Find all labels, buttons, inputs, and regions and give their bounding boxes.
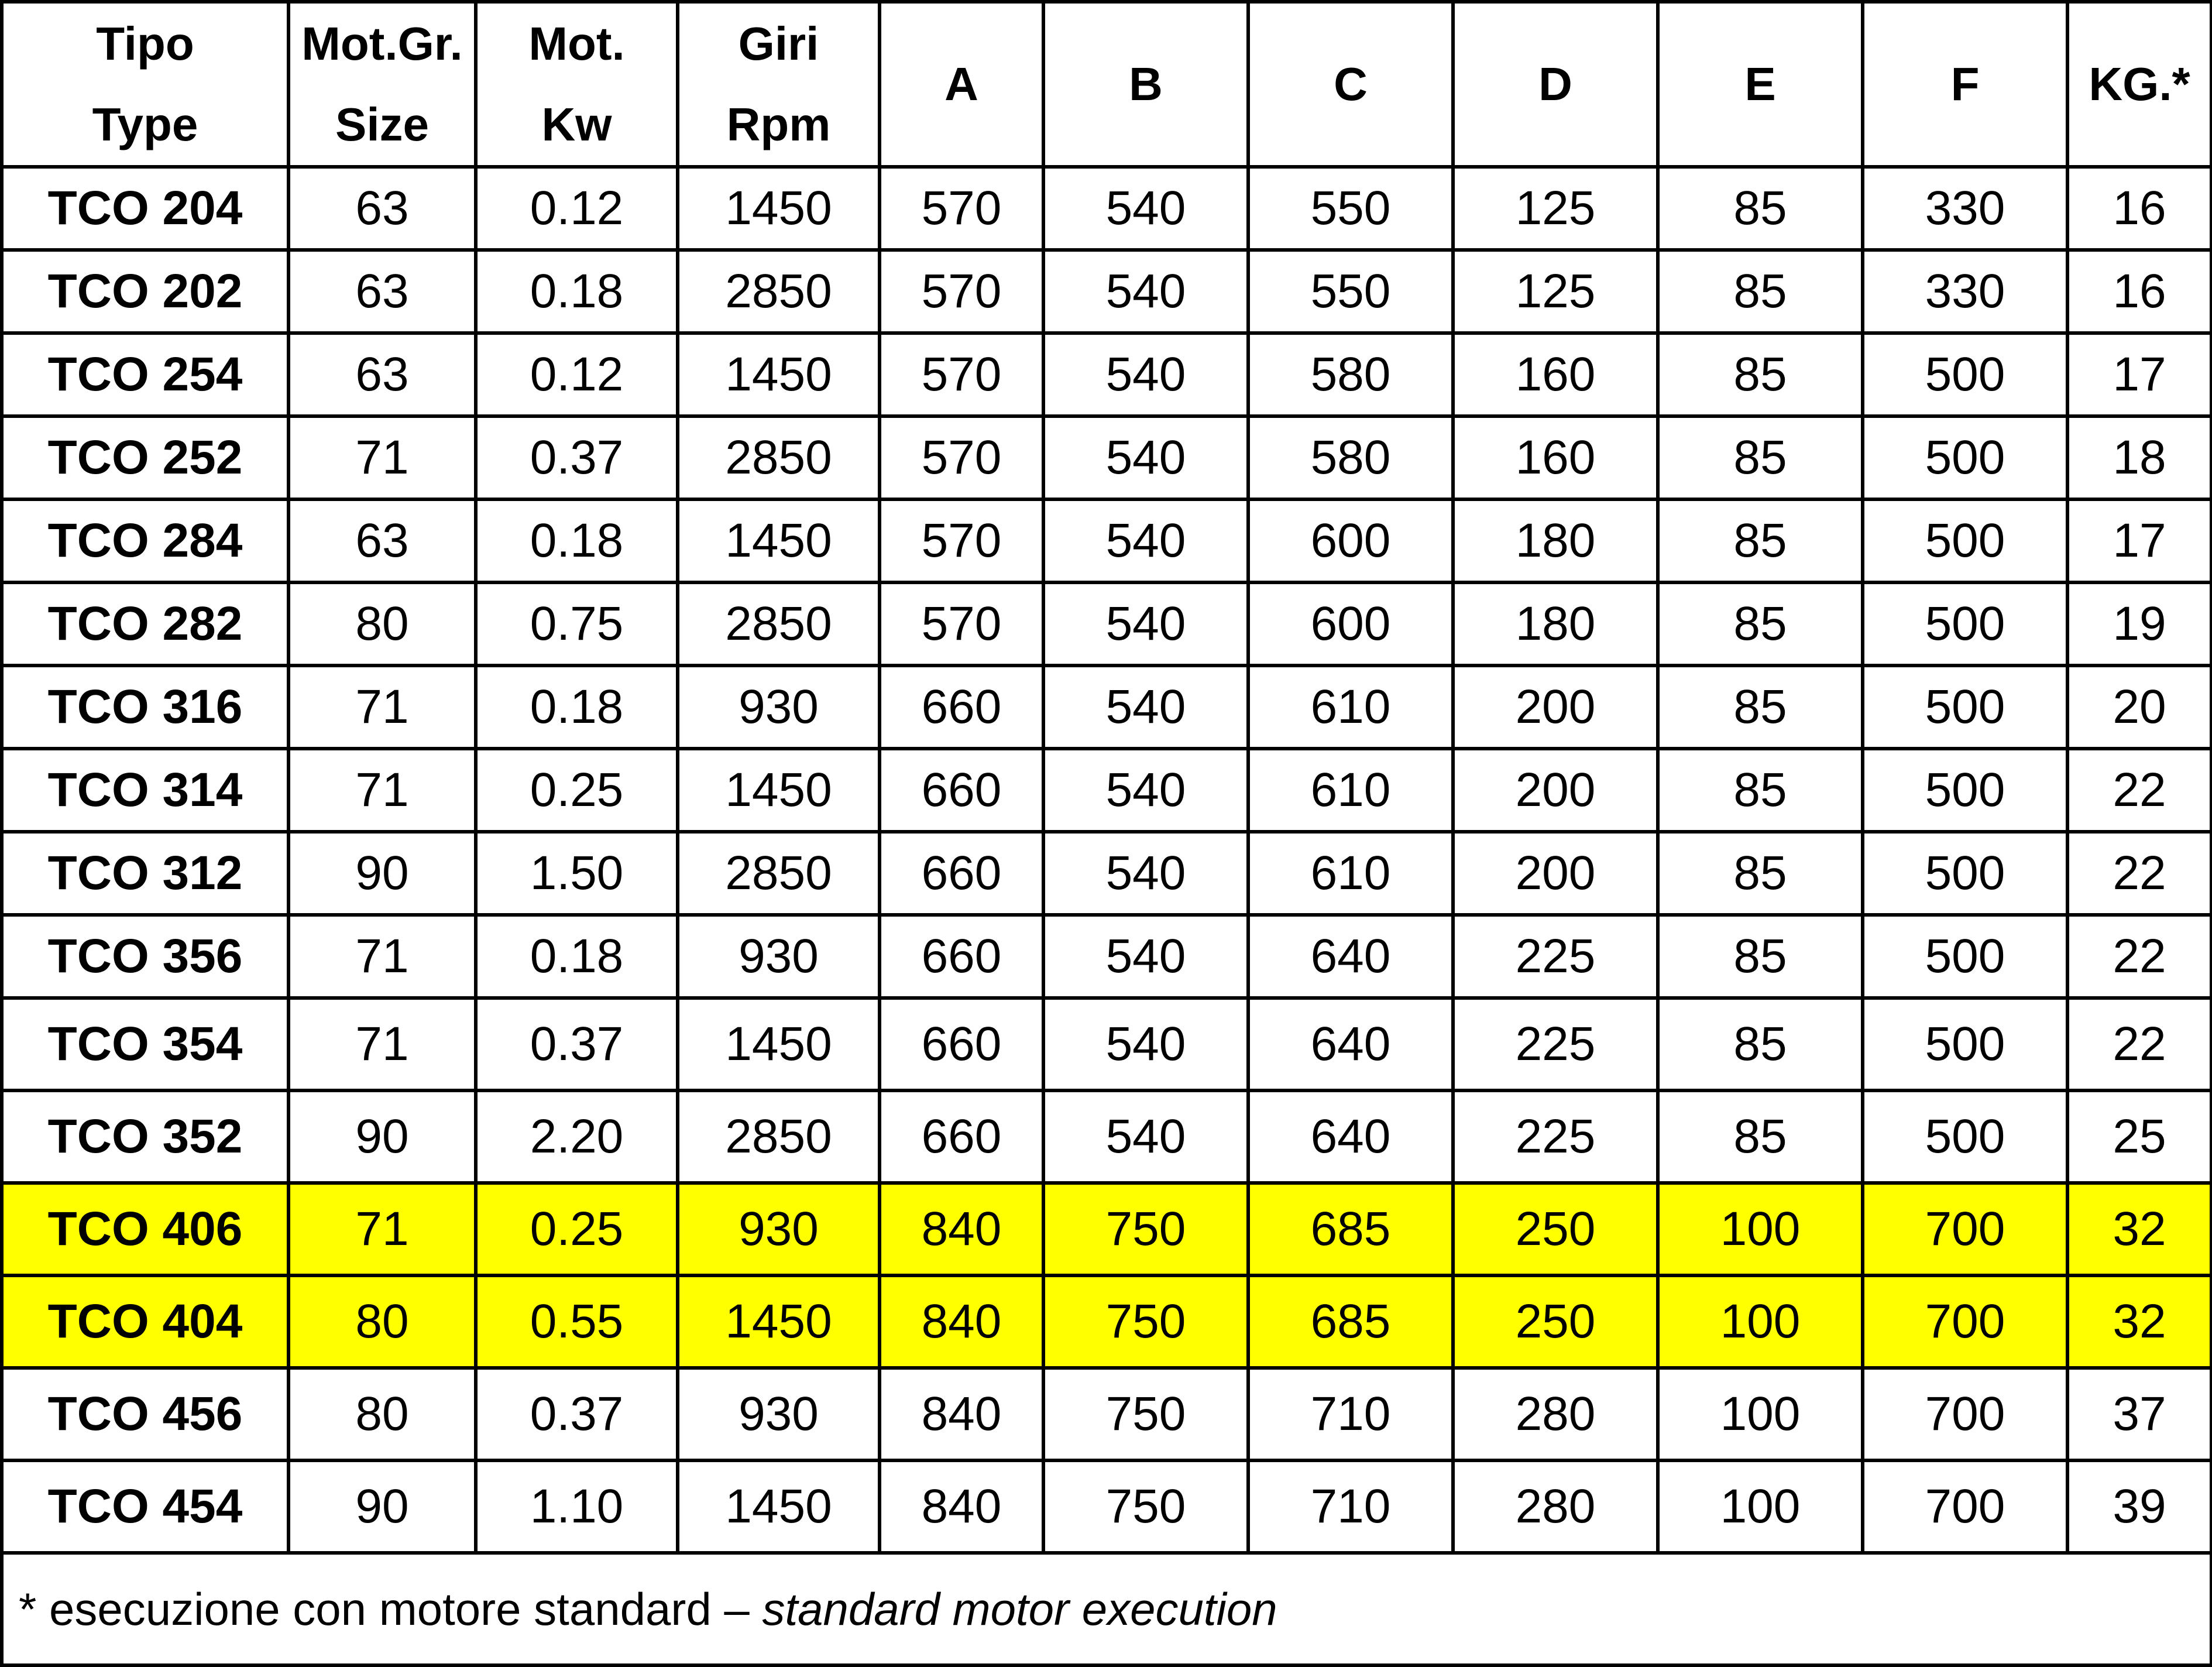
cell-b: 540: [1043, 749, 1248, 832]
table-row: [2, 915, 2211, 998]
cell-size: 80: [288, 582, 476, 666]
cell-d: 250: [1453, 1275, 1658, 1368]
cell-kw: 0.37: [476, 416, 678, 499]
cell-kg: 39: [2067, 1460, 2211, 1553]
cell-kg: 32: [2067, 1183, 2211, 1275]
cell-rpm: 2850: [678, 582, 880, 666]
footnote-row: [2, 1553, 2211, 1665]
cell-e: 85: [1658, 250, 1863, 333]
header-c: C: [1248, 2, 1453, 167]
cell-e: 85: [1658, 333, 1863, 416]
cell-kg: 22: [2067, 749, 2211, 832]
cell-a: 570: [880, 250, 1043, 333]
cell-e: 85: [1658, 1090, 1863, 1183]
footnote-italian: * esecuzione con motore standard –: [19, 1583, 762, 1635]
cell-b: 540: [1043, 915, 1248, 998]
cell-kw: 0.75: [476, 582, 678, 666]
cell-type: TCO 202: [2, 250, 288, 333]
cell-c: 610: [1248, 749, 1453, 832]
cell-size: 71: [288, 416, 476, 499]
cell-kw: 0.25: [476, 749, 678, 832]
cell-type: TCO 456: [2, 1368, 288, 1460]
cell-kg: 25: [2067, 1090, 2211, 1183]
cell-e: 85: [1658, 167, 1863, 250]
cell-b: 540: [1043, 499, 1248, 582]
table-row: [2, 582, 2211, 666]
table-row: [2, 832, 2211, 915]
cell-size: 63: [288, 250, 476, 333]
header-giri-en: Rpm: [726, 98, 831, 150]
cell-kg: 17: [2067, 499, 2211, 582]
cell-f: 500: [1863, 333, 2067, 416]
table-row: [2, 250, 2211, 333]
header-motgr: [288, 2, 476, 167]
cell-e: 85: [1658, 666, 1863, 749]
cell-a: 840: [880, 1460, 1043, 1553]
cell-kg: 16: [2067, 167, 2211, 250]
cell-kg: 17: [2067, 333, 2211, 416]
table-row: [2, 416, 2211, 499]
cell-type: TCO 254: [2, 333, 288, 416]
cell-rpm: 1450: [678, 167, 880, 250]
cell-size: 90: [288, 832, 476, 915]
cell-e: 85: [1658, 499, 1863, 582]
cell-size: 71: [288, 1183, 476, 1275]
cell-c: 640: [1248, 998, 1453, 1090]
cell-e: 85: [1658, 582, 1863, 666]
cell-type: TCO 356: [2, 915, 288, 998]
cell-kw: 0.12: [476, 333, 678, 416]
cell-c: 600: [1248, 582, 1453, 666]
cell-type: TCO 354: [2, 998, 288, 1090]
cell-d: 180: [1453, 582, 1658, 666]
cell-d: 200: [1453, 666, 1658, 749]
cell-kw: 0.12: [476, 167, 678, 250]
cell-type: TCO 204: [2, 167, 288, 250]
cell-f: 500: [1863, 998, 2067, 1090]
cell-d: 125: [1453, 167, 1658, 250]
table-body: [2, 167, 2211, 1553]
header-tipo-en: Type: [92, 98, 198, 150]
cell-rpm: 1450: [678, 333, 880, 416]
footnote: [2, 1553, 2211, 1665]
cell-a: 570: [880, 416, 1043, 499]
cell-rpm: 1450: [678, 1460, 880, 1553]
cell-kw: 0.25: [476, 1183, 678, 1275]
cell-d: 225: [1453, 998, 1658, 1090]
cell-c: 610: [1248, 832, 1453, 915]
header-motkw-it: Mot.: [528, 18, 625, 70]
cell-f: 330: [1863, 167, 2067, 250]
cell-f: 330: [1863, 250, 2067, 333]
cell-a: 660: [880, 1090, 1043, 1183]
cell-rpm: 1450: [678, 1275, 880, 1368]
cell-kg: 18: [2067, 416, 2211, 499]
cell-type: TCO 314: [2, 749, 288, 832]
table-row: [2, 1368, 2211, 1460]
table-row: [2, 1275, 2211, 1368]
cell-kw: 0.37: [476, 1368, 678, 1460]
cell-kg: 16: [2067, 250, 2211, 333]
cell-kw: 0.55: [476, 1275, 678, 1368]
header-tipo: [2, 2, 288, 167]
header-f: F: [1863, 2, 2067, 167]
cell-e: 85: [1658, 749, 1863, 832]
cell-type: TCO 282: [2, 582, 288, 666]
cell-kw: 0.18: [476, 666, 678, 749]
table-row: [2, 333, 2211, 416]
cell-type: TCO 454: [2, 1460, 288, 1553]
cell-b: 750: [1043, 1275, 1248, 1368]
cell-b: 750: [1043, 1183, 1248, 1275]
cell-c: 640: [1248, 1090, 1453, 1183]
cell-rpm: 930: [678, 666, 880, 749]
cell-a: 660: [880, 832, 1043, 915]
cell-type: TCO 312: [2, 832, 288, 915]
cell-f: 500: [1863, 416, 2067, 499]
cell-e: 100: [1658, 1368, 1863, 1460]
cell-f: 500: [1863, 666, 2067, 749]
cell-c: 600: [1248, 499, 1453, 582]
cell-f: 500: [1863, 499, 2067, 582]
table-row: [2, 1183, 2211, 1275]
cell-rpm: 2850: [678, 416, 880, 499]
cell-rpm: 930: [678, 1368, 880, 1460]
cell-d: 160: [1453, 416, 1658, 499]
cell-f: 500: [1863, 582, 2067, 666]
table-row: [2, 1090, 2211, 1183]
cell-kg: 37: [2067, 1368, 2211, 1460]
cell-e: 85: [1658, 915, 1863, 998]
cell-c: 610: [1248, 666, 1453, 749]
header-b: B: [1043, 2, 1248, 167]
cell-type: TCO 284: [2, 499, 288, 582]
cell-rpm: 1450: [678, 499, 880, 582]
cell-f: 500: [1863, 915, 2067, 998]
cell-size: 90: [288, 1090, 476, 1183]
cell-size: 80: [288, 1275, 476, 1368]
cell-c: 685: [1248, 1183, 1453, 1275]
cell-type: TCO 406: [2, 1183, 288, 1275]
header-tipo-it: Tipo: [96, 18, 194, 70]
cell-e: 100: [1658, 1275, 1863, 1368]
cell-size: 71: [288, 749, 476, 832]
cell-c: 580: [1248, 416, 1453, 499]
cell-b: 540: [1043, 167, 1248, 250]
cell-f: 700: [1863, 1460, 2067, 1553]
cell-b: 540: [1043, 666, 1248, 749]
header-motgr-en: Size: [335, 98, 430, 150]
cell-rpm: 930: [678, 1183, 880, 1275]
cell-a: 660: [880, 915, 1043, 998]
cell-b: 750: [1043, 1368, 1248, 1460]
cell-a: 660: [880, 666, 1043, 749]
cell-d: 225: [1453, 1090, 1658, 1183]
cell-type: TCO 404: [2, 1275, 288, 1368]
cell-rpm: 2850: [678, 1090, 880, 1183]
header-kg: KG.*: [2067, 2, 2211, 167]
cell-b: 540: [1043, 416, 1248, 499]
cell-kw: 2.20: [476, 1090, 678, 1183]
cell-e: 100: [1658, 1183, 1863, 1275]
cell-kg: 32: [2067, 1275, 2211, 1368]
cell-f: 500: [1863, 749, 2067, 832]
cell-a: 660: [880, 749, 1043, 832]
cell-kw: 0.18: [476, 915, 678, 998]
cell-kg: 22: [2067, 998, 2211, 1090]
cell-f: 700: [1863, 1183, 2067, 1275]
cell-d: 180: [1453, 499, 1658, 582]
footnote-english: standard motor execution: [762, 1583, 1277, 1635]
cell-a: 840: [880, 1368, 1043, 1460]
cell-f: 500: [1863, 832, 2067, 915]
cell-a: 570: [880, 333, 1043, 416]
cell-b: 540: [1043, 832, 1248, 915]
header-a: A: [880, 2, 1043, 167]
cell-size: 71: [288, 998, 476, 1090]
cell-e: 100: [1658, 1460, 1863, 1553]
cell-size: 63: [288, 499, 476, 582]
cell-b: 540: [1043, 250, 1248, 333]
cell-d: 225: [1453, 915, 1658, 998]
header-e: E: [1658, 2, 1863, 167]
header-motkw-en: Kw: [541, 98, 612, 150]
cell-c: 710: [1248, 1368, 1453, 1460]
cell-e: 85: [1658, 998, 1863, 1090]
cell-a: 840: [880, 1275, 1043, 1368]
cell-size: 71: [288, 666, 476, 749]
cell-c: 685: [1248, 1275, 1453, 1368]
cell-type: TCO 252: [2, 416, 288, 499]
header-giri-it: Giri: [738, 18, 819, 70]
cell-rpm: 930: [678, 915, 880, 998]
cell-kw: 0.18: [476, 499, 678, 582]
cell-f: 700: [1863, 1368, 2067, 1460]
cell-size: 71: [288, 915, 476, 998]
cell-kg: 22: [2067, 832, 2211, 915]
header-d: D: [1453, 2, 1658, 167]
cell-b: 750: [1043, 1460, 1248, 1553]
cell-d: 250: [1453, 1183, 1658, 1275]
cell-kw: 1.50: [476, 832, 678, 915]
cell-c: 710: [1248, 1460, 1453, 1553]
cell-c: 550: [1248, 167, 1453, 250]
table-row: [2, 167, 2211, 250]
table-row: [2, 499, 2211, 582]
cell-kg: 22: [2067, 915, 2211, 998]
cell-kw: 1.10: [476, 1460, 678, 1553]
header-row: [2, 2, 2211, 167]
cell-d: 200: [1453, 832, 1658, 915]
cell-size: 63: [288, 167, 476, 250]
cell-a: 840: [880, 1183, 1043, 1275]
cell-d: 160: [1453, 333, 1658, 416]
cell-kw: 0.37: [476, 998, 678, 1090]
cell-a: 660: [880, 998, 1043, 1090]
cell-rpm: 2850: [678, 832, 880, 915]
cell-e: 85: [1658, 416, 1863, 499]
cell-d: 125: [1453, 250, 1658, 333]
cell-d: 280: [1453, 1460, 1658, 1553]
table-row: [2, 1460, 2211, 1553]
cell-b: 540: [1043, 998, 1248, 1090]
cell-b: 540: [1043, 1090, 1248, 1183]
header-motgr-it: Mot.Gr.: [301, 18, 463, 70]
cell-kw: 0.18: [476, 250, 678, 333]
header-motkw: [476, 2, 678, 167]
cell-c: 640: [1248, 915, 1453, 998]
header-giri: [678, 2, 880, 167]
table-row: [2, 666, 2211, 749]
cell-a: 570: [880, 499, 1043, 582]
cell-c: 550: [1248, 250, 1453, 333]
cell-rpm: 2850: [678, 250, 880, 333]
cell-type: TCO 352: [2, 1090, 288, 1183]
cell-b: 540: [1043, 582, 1248, 666]
table-row: [2, 998, 2211, 1090]
cell-d: 280: [1453, 1368, 1658, 1460]
cell-a: 570: [880, 167, 1043, 250]
cell-a: 570: [880, 582, 1043, 666]
cell-e: 85: [1658, 832, 1863, 915]
cell-c: 580: [1248, 333, 1453, 416]
cell-rpm: 1450: [678, 749, 880, 832]
cell-f: 500: [1863, 1090, 2067, 1183]
cell-kg: 20: [2067, 666, 2211, 749]
cell-rpm: 1450: [678, 998, 880, 1090]
table-row: [2, 749, 2211, 832]
cell-size: 90: [288, 1460, 476, 1553]
cell-b: 540: [1043, 333, 1248, 416]
cell-size: 63: [288, 333, 476, 416]
cell-size: 80: [288, 1368, 476, 1460]
cell-type: TCO 316: [2, 666, 288, 749]
cell-kg: 19: [2067, 582, 2211, 666]
cell-f: 700: [1863, 1275, 2067, 1368]
cell-d: 200: [1453, 749, 1658, 832]
